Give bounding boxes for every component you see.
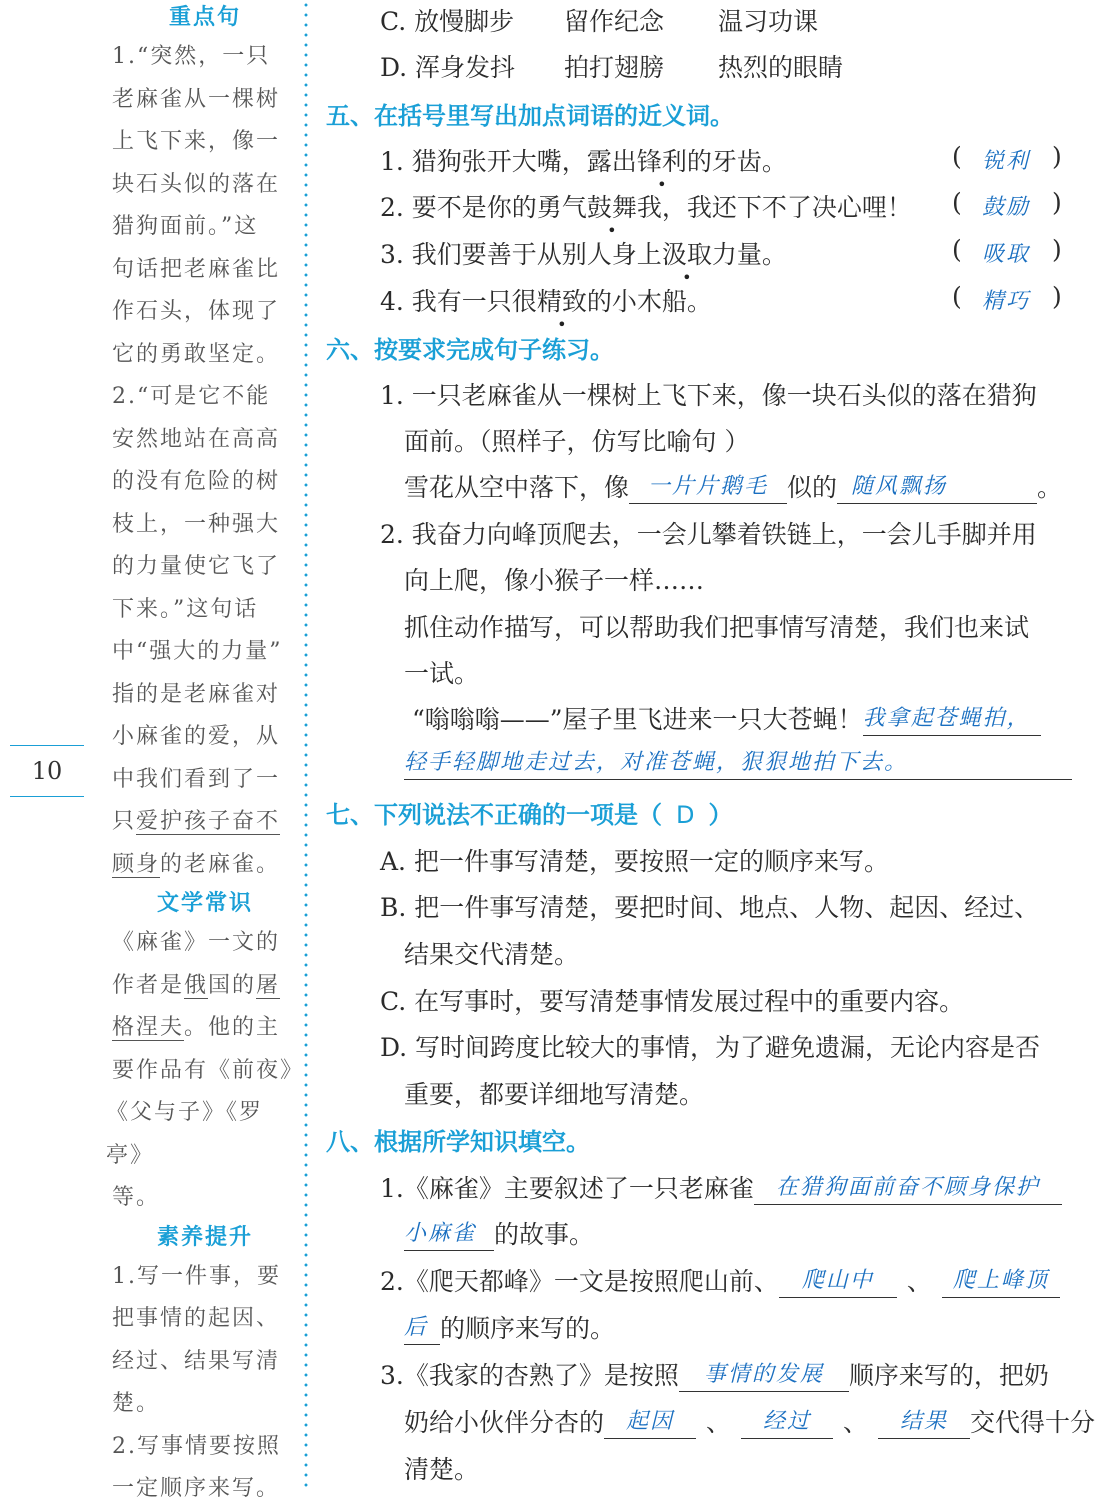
section-6-title: 六、按要求完成句子练习。 [326, 336, 614, 364]
option-text: 留作纪念 [564, 7, 665, 36]
sidebar-line: 它的勇敢坚定。 [112, 341, 281, 367]
sidebar-line: 的没有危险的树 [112, 469, 281, 494]
handwritten-answer: 起因 [604, 1405, 696, 1439]
handwritten-answer: 小麻雀 [404, 1217, 494, 1251]
handwritten-answer: 后 [404, 1311, 440, 1345]
s5-item-4: 4. 我有一只很精致的小木船。 [380, 287, 712, 316]
section-8-title: 八、根据所学知识填空。 [326, 1128, 590, 1156]
dotted-word: 锋利 [636, 147, 687, 176]
sidebar-line: 下来。”这句话 [112, 596, 259, 622]
option-d-row [380, 48, 844, 84]
s7-option-a: A. 把一件事写清楚，要按照一定的顺序来写。 [380, 847, 889, 876]
sidebar-line: 老麻雀从一棵树 [112, 86, 281, 112]
option-c-row [380, 2, 819, 38]
sidebar-line: 句话把老麻雀比 [112, 256, 281, 282]
sidebar-line: 指的是老麻雀对 [112, 681, 281, 707]
underlined-phrase: 顾身 [112, 851, 161, 877]
s6-q2-line: 抓住动作描写，可以帮助我们把事情写清楚，我们也来试 [404, 613, 1030, 642]
handwritten-answer: 爬上峰顶 [942, 1264, 1060, 1298]
dotted-word: 精致 [536, 287, 587, 316]
option-text: C. 放慢脚步 [380, 7, 515, 36]
handwritten-answer: 经过 [741, 1405, 833, 1439]
handwritten-answer: 吸取 [982, 242, 1031, 267]
s7-option-b: B. 把一件事写清楚，要把时间、地点、人物、起因、经过、 [380, 893, 1040, 922]
s8-q3: 3.《我家的杏熟了》是按照 事情的发展 顺序来写的，把奶 [380, 1356, 1049, 1392]
s6-q2-fill-2 [404, 746, 1072, 780]
page-number: 10 [10, 745, 84, 797]
option-text: 温习功课 [718, 7, 819, 36]
sidebar-line: 等。 [112, 1185, 161, 1210]
sidebar-line: 1.“突然，一只 [112, 44, 271, 69]
option-text: D. 浑身发抖 [380, 53, 516, 82]
sidebar-line: 一定顺序来写。 [112, 1476, 281, 1501]
handwritten-answer: 随风飘扬 [837, 470, 1037, 504]
s8-q2-cont: 后 的顺序来写的。 [404, 1309, 615, 1345]
handwritten-answer: 事情的发展 [679, 1358, 849, 1392]
sidebar-line: 2.写事情要按照 [112, 1433, 281, 1459]
s8-q2: 2.《爬天都峰》一文是按照爬山前、 爬山中 、 爬上峰顶 [380, 1262, 1060, 1298]
s5-answer-3: ( 吸取 ) [952, 235, 1062, 267]
underlined-phrase: 格涅夫 [112, 1015, 185, 1040]
handwritten-answer: 我拿起苍蝇拍， [863, 702, 1041, 736]
handwritten-answer: 结果 [878, 1405, 970, 1439]
sidebar-line: 1.写一件事，要 [112, 1263, 281, 1289]
handwritten-answer: 一片片鹅毛 [629, 470, 787, 504]
sidebar-line: 小麻雀的爱，从 [112, 724, 281, 749]
s6-q1-line: 1. 一只老麻雀从一棵树上飞下来，像一块石头似的落在猎狗 [380, 381, 1037, 410]
handwritten-answer: 爬山中 [779, 1264, 897, 1298]
sidebar-line: 格涅夫。他的主 [112, 1015, 281, 1040]
sidebar-line: 块石头似的落在 [112, 171, 281, 197]
s7-option-b-cont: 结果交代清楚。 [404, 940, 580, 969]
s5-answer-1: ( 锐利 ) [952, 142, 1062, 174]
s7-option-d-cont: 重要，都要详细地写清楚。 [404, 1080, 705, 1109]
s6-q2-fill: “嗡嗡嗡——”屋子里飞进来一只大苍蝇！我拿起苍蝇拍， [412, 700, 1041, 736]
key-sentences-title: 重点句 [168, 5, 241, 30]
handwritten-answer: 鼓励 [982, 195, 1031, 220]
s8-q1-cont: 小麻雀 的故事。 [404, 1215, 594, 1251]
sidebar-line: 把事情的起因、 [112, 1306, 281, 1331]
underlined-phrase: 俄 [184, 972, 209, 998]
s8-q3-end: 清楚。 [404, 1455, 480, 1484]
s5-item-3: 3. 我们要善于从别人身上汲取力量。 [380, 240, 787, 269]
s8-q1: 1.《麻雀》主要叙述了一只老麻雀 在猎狗面前奋不顾身保护 [380, 1169, 1062, 1205]
s7-option-c: C. 在写事时，要写清楚事情发展过程中的重要内容。 [380, 987, 965, 1016]
sidebar-line: 作者是俄国的屠 [112, 972, 281, 998]
sidebar-line: 的力量使它飞了 [112, 554, 281, 579]
handwritten-answer: 轻手轻脚地走过去，对准苍蝇，狠狠地拍下去。 [404, 746, 1072, 780]
literature-title: 文学常识 [156, 891, 253, 916]
sidebar-line: 安然地站在高高 [112, 426, 281, 452]
sidebar-line: 猎狗面前。”这 [112, 214, 259, 239]
underlined-phrase: 爱护孩子奋不 [136, 809, 281, 834]
s5-answer-2: ( 鼓励 ) [952, 188, 1062, 220]
s6-q2-line: 向上爬，像小猴子一样…… [404, 566, 705, 595]
sidebar-line: 中“强大的力量” [112, 639, 283, 664]
underlined-phrase: 屠 [256, 972, 281, 998]
sidebar-line: 枝上，一种强大 [112, 511, 281, 537]
sidebar-line: 要作品有《前夜》 [112, 1057, 305, 1083]
s6-q1-line: 面前。（照样子，仿写比喻句 ） [404, 427, 750, 456]
s6-q1-fill: 雪花从空中落下，像 一片片鹅毛 似的 随风飘扬 。 [404, 468, 1062, 504]
sidebar-line: 《父与子》《罗亭》 [106, 1100, 264, 1168]
section-7-title: 七、下列说法不正确的一项是（ D ） [326, 801, 733, 829]
s6-q2-line: 一试。 [404, 659, 480, 688]
handwritten-answer: 在猎狗面前奋不顾身保护 [754, 1171, 1062, 1205]
sidebar-line: 经过、结果写清 [112, 1348, 281, 1374]
s7-option-d: D. 写时间跨度比较大的事情，为了避免遗漏，无论内容是否 [380, 1033, 1041, 1062]
sidebar-line: 中我们看到了一 [112, 766, 281, 792]
s6-q2-line: 2. 我奋力向峰顶爬去，一会儿攀着铁链上，一会儿手脚并用 [380, 520, 1037, 549]
option-text: 拍打翅膀 [564, 53, 665, 82]
sidebar-line: 上飞下来，像一 [112, 129, 281, 154]
sidebar-line: 《麻雀》一文的 [112, 930, 281, 955]
sidebar-line: 只爱护孩子奋不 [112, 809, 281, 834]
option-text: 热烈的眼睛 [718, 53, 844, 82]
handwritten-answer: 锐利 [982, 149, 1031, 174]
literacy-title: 素养提升 [156, 1224, 253, 1250]
dotted-word: 鼓舞 [586, 193, 637, 222]
s7-answer: D [676, 801, 695, 829]
s5-answer-4: ( 精巧 ) [952, 282, 1062, 314]
sidebar-line: 作石头，体现了 [112, 299, 281, 324]
section-5-title: 五、在括号里写出加点词语的近义词。 [326, 102, 734, 130]
sidebar-line: 顾身的老麻雀。 [112, 851, 281, 877]
s5-item-2: 2. 要不是你的勇气鼓舞我，我还下不了决心哩！ [380, 193, 912, 222]
s8-q3-cont: 奶给小伙伴分杏的 起因 、 经过 、 结果 交代得十分 [404, 1403, 1095, 1439]
dotted-word: 汲取 [661, 240, 712, 269]
sidebar-line: 楚。 [112, 1391, 161, 1416]
s5-item-1: 1. 猎狗张开大嘴，露出锋利的牙齿。 [380, 147, 787, 176]
sidebar-line: 2.“可是它不能 [112, 384, 271, 409]
handwritten-answer: 精巧 [982, 289, 1031, 314]
